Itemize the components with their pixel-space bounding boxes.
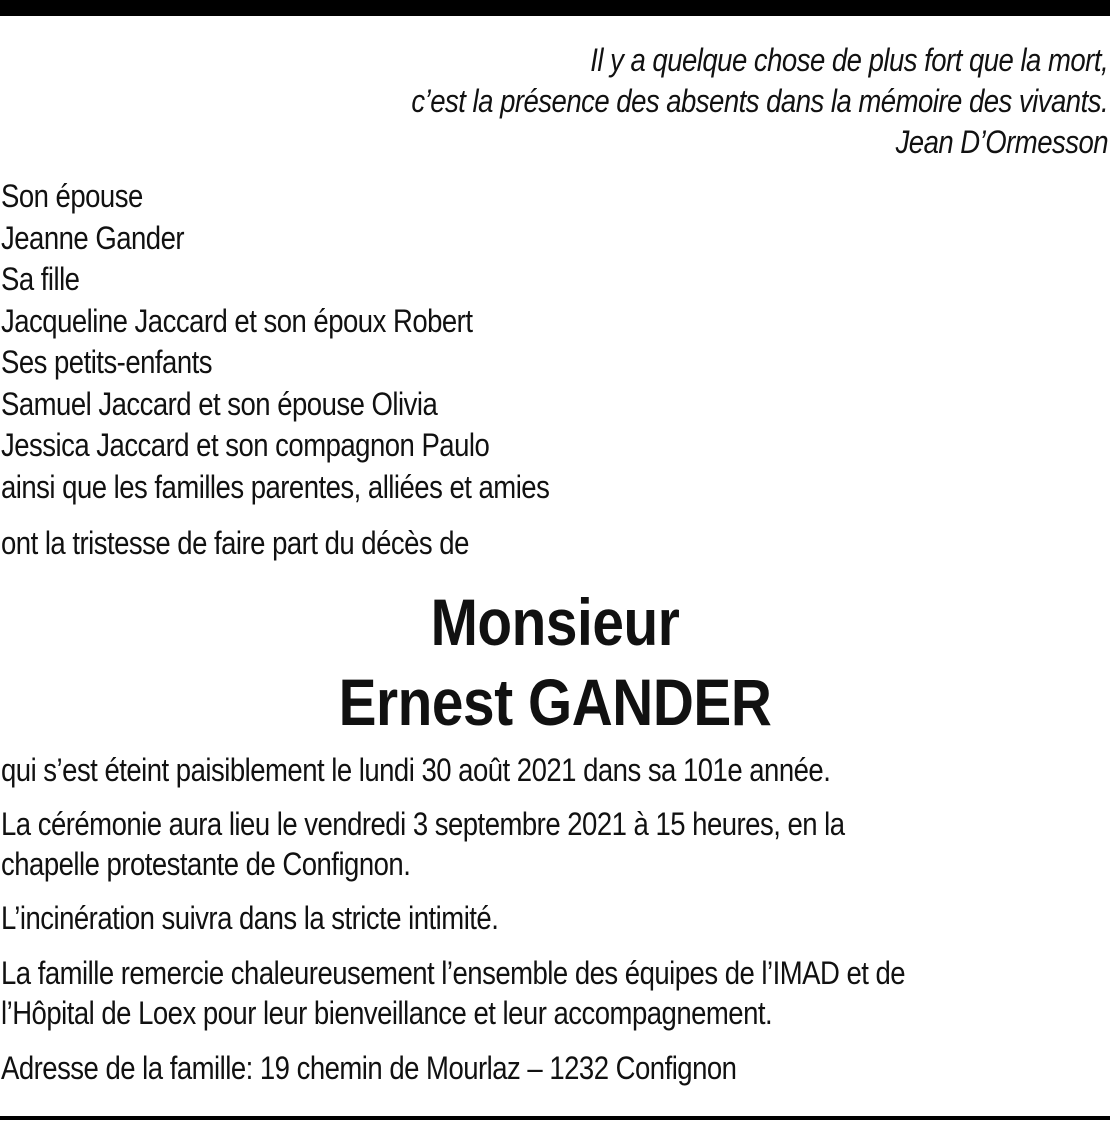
- announcement-text: ont la tristesse de faire part du décès de: [1, 525, 469, 561]
- family-line-grandchildren-heading: Ses petits-enfants: [1, 344, 212, 380]
- thanks-line-1: La famille remercie chaleureusement l’ensemble des équipes de l’IMAD et de: [1, 955, 906, 991]
- ceremony-line-1: La cérémonie aura lieu le vendredi 3 septembre 2021 à 15 heures, en la: [1, 806, 845, 842]
- family-line-spouse-heading: Son épouse: [1, 178, 143, 214]
- deceased-title: Monsieur: [430, 585, 680, 659]
- thanks-line-2: l’Hôpital de Loex pour leur bienveillance et leur accompagnement.: [1, 995, 773, 1031]
- quote-author: Jean D’Ormesson: [895, 124, 1108, 160]
- family-line-grandchild-1: Samuel Jaccard et son épouse Olivia: [1, 385, 438, 422]
- quote-line-2: c’est la présence des absents dans la mémoire des vivants.: [411, 83, 1108, 119]
- epigraph-quote: [411, 40, 1108, 163]
- family-line-relatives: ainsi que les familles parentes, alliées et amies: [1, 468, 550, 505]
- bottom-border-rule: [0, 1116, 1110, 1120]
- family-address: Adresse de la famille: 19 chemin de Mourlaz – 1232 Confignon: [1, 1050, 737, 1086]
- quote-line-1: Il y a quelque chose de plus fort que la mort,: [590, 42, 1108, 78]
- thanks-paragraph: [1, 953, 905, 1033]
- deceased-name: Ernest GANDER: [338, 665, 772, 739]
- family-line-grandchild-2: Jessica Jaccard et son compagnon Paulo: [1, 427, 490, 463]
- death-paragraph: qui s’est éteint paisiblement le lundi 30 août 2021 dans sa 101e année.: [1, 752, 831, 788]
- family-line-spouse-name: Jeanne Gander: [1, 219, 185, 256]
- cremation-paragraph: L’incinération suivra dans la stricte intimité.: [1, 900, 499, 936]
- ceremony-paragraph: [1, 804, 845, 884]
- family-list: [1, 176, 549, 508]
- deceased-name-block: [0, 582, 1110, 742]
- top-border-rule: [0, 0, 1110, 16]
- family-line-daughter-name: Jacqueline Jaccard et son époux Robert: [1, 302, 473, 339]
- family-line-daughter-heading: Sa fille: [1, 261, 80, 297]
- ceremony-line-2: chapelle protestante de Confignon.: [1, 846, 411, 882]
